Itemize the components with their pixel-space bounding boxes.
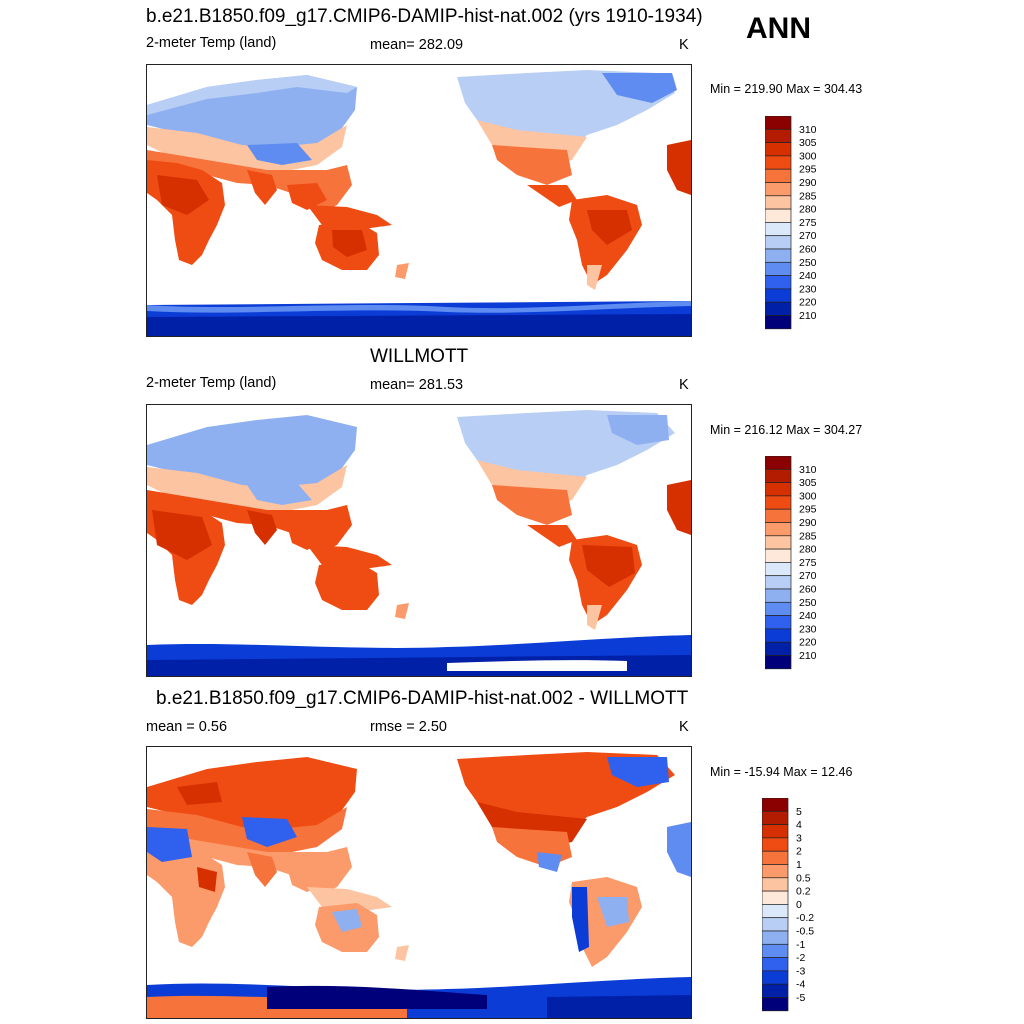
panel-1-map-svg xyxy=(147,65,691,336)
colorbar-tick-label: 285 xyxy=(799,530,817,543)
colorbar-tick-label: 220 xyxy=(799,636,817,649)
colorbar-box xyxy=(762,878,788,891)
colorbar-box xyxy=(765,656,791,669)
colorbar-box xyxy=(765,316,791,329)
colorbar-box xyxy=(765,469,791,482)
colorbar-box xyxy=(765,642,791,655)
australia xyxy=(315,221,409,279)
colorbar-tick-label: 3 xyxy=(796,832,802,845)
panel-2-title: WILLMOTT xyxy=(370,346,469,367)
colorbar-box xyxy=(762,944,788,957)
north-america xyxy=(457,752,675,872)
colorbar-box xyxy=(762,931,788,944)
colorbar-tick-label: 305 xyxy=(799,137,817,150)
colorbar-tick-label: -0.2 xyxy=(796,912,815,925)
colorbar-box xyxy=(762,971,788,984)
colorbar-tick-label: 210 xyxy=(799,650,817,662)
panel-3-title: b.e21.B1850.f09_g17.CMIP6-DAMIP-hist-nat.002 - WILLMOTT xyxy=(156,688,689,709)
colorbar-tick-label: 295 xyxy=(799,503,817,516)
colorbar-box xyxy=(765,169,791,182)
colorbar-box xyxy=(762,825,788,838)
colorbar-box xyxy=(762,851,788,864)
panel-3-rmse-label: rmse = 2.50 xyxy=(370,719,447,735)
colorbar-tick-label: 230 xyxy=(799,623,817,636)
colorbar-box xyxy=(765,222,791,235)
colorbar-tick-label: 260 xyxy=(799,583,817,596)
colorbar-tick-label: -5 xyxy=(796,992,806,1004)
colorbar-tick-label: 290 xyxy=(799,177,817,189)
colorbar-box xyxy=(765,509,791,522)
antarctica xyxy=(147,977,691,1018)
colorbar-box xyxy=(762,984,788,997)
colorbar-box xyxy=(765,549,791,562)
colorbar-tick-label: 260 xyxy=(799,243,817,256)
panel-3-colorbar-svg xyxy=(762,798,822,1012)
panel-3-map xyxy=(146,746,692,1019)
colorbar-tick-label: 250 xyxy=(799,256,817,269)
colorbar-box xyxy=(765,562,791,575)
colorbar-box xyxy=(765,616,791,629)
colorbar-tick-label: 0 xyxy=(796,898,802,911)
colorbar-box xyxy=(762,865,788,878)
colorbar-box xyxy=(762,958,788,971)
south-america xyxy=(569,535,642,630)
colorbar-tick-label: 1 xyxy=(796,859,802,871)
colorbar-box xyxy=(765,262,791,275)
colorbar-box xyxy=(765,629,791,642)
panel-2-mean-label: mean= 281.53 xyxy=(370,377,464,393)
panel-3-map-svg xyxy=(147,747,691,1018)
colorbar-tick-label: -2 xyxy=(796,952,806,965)
panel-3-units: K xyxy=(679,719,689,735)
colorbar-tick-label: 270 xyxy=(799,570,817,583)
colorbar-tick-label: 305 xyxy=(799,477,817,490)
colorbar-tick-label: 310 xyxy=(799,123,817,136)
colorbar-tick-label: 0.5 xyxy=(796,872,811,885)
colorbar-box xyxy=(765,183,791,196)
panel-1-colorbar xyxy=(765,116,825,330)
colorbar-tick-label: 300 xyxy=(799,150,817,163)
colorbar-box xyxy=(765,602,791,615)
colorbar-tick-label: 220 xyxy=(799,296,817,309)
panel-2-units: K xyxy=(679,377,689,393)
australia xyxy=(315,561,409,619)
colorbar-tick-label: 240 xyxy=(799,610,817,623)
panel-3-colorbar xyxy=(762,798,822,1012)
colorbar-box xyxy=(765,289,791,302)
antarctica xyxy=(147,635,691,676)
panel-1-mean-label: mean= 282.09 xyxy=(370,37,464,53)
colorbar-tick-label: 210 xyxy=(799,310,817,322)
eastern-europe-edge xyxy=(667,480,691,535)
colorbar-box xyxy=(765,302,791,315)
colorbar-tick-label: 0.2 xyxy=(796,885,811,898)
australia xyxy=(315,903,409,961)
colorbar-tick-label: 280 xyxy=(799,203,817,216)
panel-3-mean-label: mean = 0.56 xyxy=(146,719,228,735)
colorbar-box xyxy=(765,523,791,536)
panel-2-map-svg xyxy=(147,405,691,676)
colorbar-box xyxy=(765,143,791,156)
panel-1-colorbar-svg xyxy=(765,116,825,330)
colorbar-box xyxy=(765,576,791,589)
south-america xyxy=(569,195,642,290)
colorbar-box xyxy=(765,456,791,469)
colorbar-box xyxy=(765,196,791,209)
colorbar-tick-label: -1 xyxy=(796,938,806,951)
colorbar-tick-label: 2 xyxy=(796,845,802,858)
colorbar-tick-label: 240 xyxy=(799,270,817,283)
season-label: ANN xyxy=(746,12,811,45)
panel-1-variable-label: 2-meter Temp (land) xyxy=(146,35,277,51)
panel-2-minmax: Min = 216.12 Max = 304.27 xyxy=(710,423,863,437)
colorbar-tick-label: 5 xyxy=(796,805,802,818)
panel-1-map xyxy=(146,64,692,337)
colorbar-tick-label: 250 xyxy=(799,596,817,609)
colorbar-box xyxy=(765,276,791,289)
colorbar-box xyxy=(762,891,788,904)
colorbar-box xyxy=(765,116,791,129)
colorbar-tick-label: 280 xyxy=(799,543,817,556)
colorbar-tick-label: 295 xyxy=(799,163,817,176)
north-america xyxy=(457,70,677,207)
panel-1-units: K xyxy=(679,37,689,53)
panel-2-colorbar xyxy=(765,456,825,670)
panel-1-minmax: Min = 219.90 Max = 304.43 xyxy=(710,82,863,96)
colorbar-box xyxy=(765,589,791,602)
colorbar-tick-label: -0.5 xyxy=(796,925,815,938)
colorbar-box xyxy=(765,249,791,262)
panel-2-map xyxy=(146,404,692,677)
colorbar-tick-label: 310 xyxy=(799,463,817,476)
colorbar-box xyxy=(765,536,791,549)
panel-2-colorbar-svg xyxy=(765,456,825,670)
panel-1-title: b.e21.B1850.f09_g17.CMIP6-DAMIP-hist-nat.002 (yrs 1910-1934) xyxy=(146,6,703,27)
colorbar-tick-label: 4 xyxy=(796,819,802,832)
colorbar-box xyxy=(762,798,788,811)
eastern-europe-edge xyxy=(667,822,691,877)
colorbar-tick-label: 275 xyxy=(799,556,817,569)
colorbar-box xyxy=(762,838,788,851)
colorbar-box xyxy=(765,129,791,142)
colorbar-box xyxy=(762,998,788,1011)
colorbar-tick-label: 270 xyxy=(799,230,817,243)
colorbar-tick-label: -4 xyxy=(796,978,806,991)
colorbar-box xyxy=(765,483,791,496)
panel-2-variable-label: 2-meter Temp (land) xyxy=(146,375,277,391)
colorbar-box xyxy=(765,236,791,249)
panel-3-minmax: Min = -15.94 Max = 12.46 xyxy=(710,765,853,779)
eastern-europe-edge xyxy=(667,140,691,195)
colorbar-box xyxy=(762,918,788,931)
colorbar-tick-label: 275 xyxy=(799,216,817,229)
colorbar-box xyxy=(765,496,791,509)
colorbar-tick-label: 230 xyxy=(799,283,817,296)
colorbar-tick-label: 290 xyxy=(799,517,817,529)
colorbar-tick-label: 300 xyxy=(799,490,817,503)
north-america xyxy=(457,410,675,547)
colorbar-box xyxy=(765,209,791,222)
antarctica xyxy=(147,301,691,336)
colorbar-box xyxy=(762,811,788,824)
colorbar-box xyxy=(765,156,791,169)
colorbar-box xyxy=(762,904,788,917)
colorbar-tick-label: 285 xyxy=(799,190,817,203)
south-america xyxy=(569,877,642,967)
colorbar-tick-label: -3 xyxy=(796,965,806,978)
